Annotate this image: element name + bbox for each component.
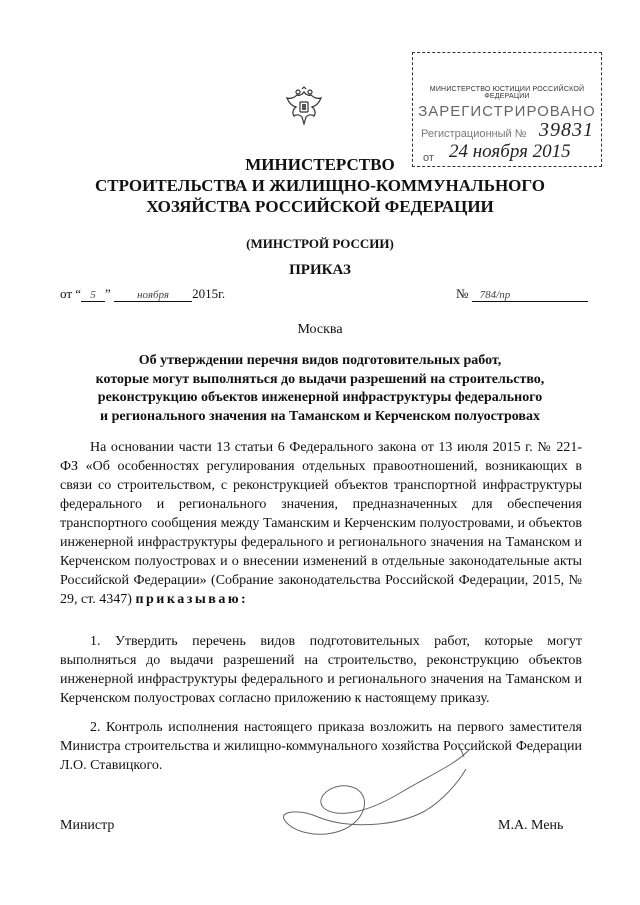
order-word: приказываю: (135, 592, 249, 607)
ministry-title-line-3: ХОЗЯЙСТВА РОССИЙСКОЙ ФЕДЕРАЦИИ (146, 197, 494, 216)
date-year-end: г. (218, 286, 226, 301)
date-year-suffix: 5 (211, 286, 219, 301)
handwritten-signature (220, 735, 490, 855)
coat-of-arms-emblem-icon (282, 86, 326, 130)
stamp-reg-number: 39831 (539, 119, 594, 141)
stamp-date-label: от (423, 152, 434, 164)
ministry-title-line-2: СТРОИТЕЛЬСТВА И ЖИЛИЩНО-КОММУНАЛЬНОГО (94, 176, 546, 195)
ministry-title-line-1: МИНИСТЕРСТВО (245, 155, 395, 174)
stamp-date-value: 24 ноября 2015 (449, 141, 571, 162)
order-title-line: Об утверждении перечня видов подготовительных работ, (138, 353, 502, 368)
number-value: 784/пр (472, 289, 588, 302)
clause-2: 2. Контроль исполнения настоящего приказа возложить на первого заместителя Министра строительства и жилищно-коммунального хозяйства Российской Федерации Л.О. Ставицкого. (60, 720, 582, 773)
signatory-name: М.А. Мень (498, 818, 564, 833)
date-mid: ” (105, 286, 111, 301)
order-number (456, 286, 588, 302)
number-prefix: № (456, 286, 469, 301)
registration-stamp (412, 52, 602, 167)
city: Москва (297, 322, 343, 337)
order-date (60, 286, 225, 302)
document-type: ПРИКАЗ (289, 262, 351, 278)
stamp-reg-label: Регистрационный № (421, 128, 527, 140)
order-title-line: реконструкцию объектов инженерной инфраструктуры федерального (97, 390, 543, 405)
signatory-position: Министр (60, 818, 115, 833)
date-year-prefix: 201 (192, 286, 212, 301)
date-prefix: от “ (60, 286, 82, 301)
order-title (60, 352, 580, 426)
date-month: ноября (114, 289, 192, 302)
order-title-line: и регионального значения на Таманском и Керченском полуостровах (100, 408, 540, 424)
stamp-ministry: МИНИСТЕРСТВО ЮСТИЦИИ РОССИЙСКОЙ ФЕДЕРАЦИИ (429, 86, 585, 100)
date-day: 5 (81, 289, 105, 302)
ministry-short-name: (МИНСТРОЙ РОССИИ) (246, 236, 394, 251)
preamble-paragraph (60, 438, 582, 609)
preamble-text: На основании части 13 статьи 6 Федерального закона от 13 июля 2015 г. № 221-ФЗ «Об особенностях регулирования отдельных правоотношений, возникающих в связи со строительством, с реконструкцией объектов транспортной инфраструктуры федерального и регионального значения, предназначенных для обеспечения транспортного сообщения между Таманским и Керченским полуостровами, и объектов инженерной инфраструктуры федерального и регионального значения на Таманском и Керченском полуостровах и о внесении изменений в отдельные законодательные акты Российской Федерации» (Собрание законодательства Российской Федерации, 2015, № 29, ст. 4347) (60, 440, 582, 607)
clause-1: 1. Утвердить перечень видов подготовительных работ, которые могут выполняться до выдачи разрешений на строительство, реконструкцию объектов инженерной инфраструктуры федерального и регионального значения на Таманском и Керченском полуостровах согласно приложению к настоящему приказу. (60, 634, 582, 706)
order-title-line: которые могут выполняться до выдачи разрешений на строительство, (95, 371, 545, 387)
stamp-registered-label: ЗАРЕГИСТРИРОВАНО (418, 103, 596, 120)
